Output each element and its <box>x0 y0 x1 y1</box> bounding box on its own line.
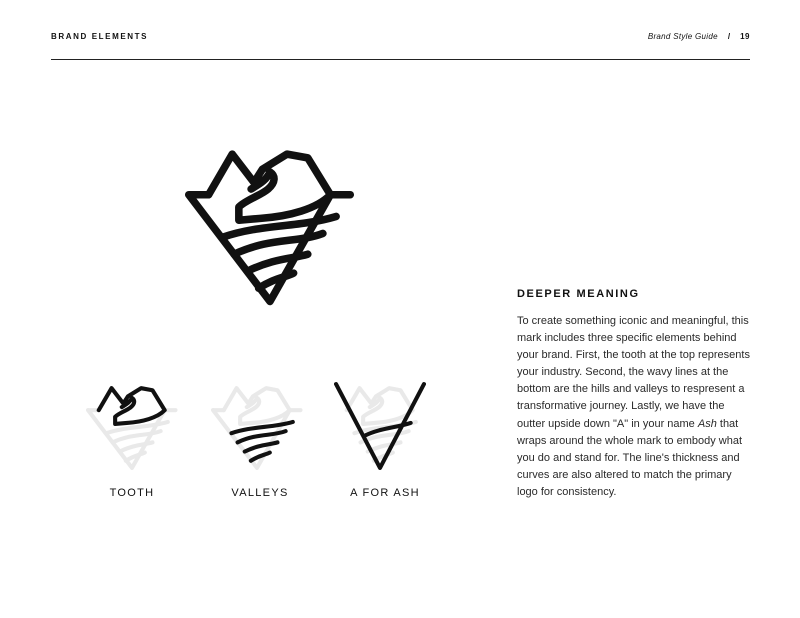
body-text-part-2: that wraps around the whole mark to embody what you do and stand for. The line's thickness and curves are also altered to match the primary logo for consistency. <box>517 417 743 498</box>
guide-title: Brand Style Guide <box>647 32 718 41</box>
primary-logo-mark <box>185 140 355 308</box>
section-label: BRAND ELEMENTS <box>51 32 149 41</box>
highlighted-valleys-shape <box>231 422 292 461</box>
deeper-meaning-body <box>517 313 752 501</box>
highlighted-tooth-shape <box>99 388 165 424</box>
tooth-caption: TOOTH <box>109 487 155 499</box>
a-for-ash-element-mark <box>334 380 426 472</box>
header-divider <box>51 59 750 60</box>
deeper-meaning-heading: DEEPER MEANING <box>517 288 640 300</box>
logo-valleys-shape <box>223 216 336 288</box>
header-meta <box>648 32 750 41</box>
body-text-italic-name: Ash <box>697 417 717 430</box>
valleys-caption: VALLEYS <box>231 487 289 499</box>
page-number: 19 <box>740 32 750 41</box>
tooth-element-mark <box>86 380 178 472</box>
body-text-part-1: To create something iconic and meaningful, this mark includes three specific elements behind your brand. First, the tooth at the top represents your industry. Second, the wavy lines at the bottom are the hills and valleys to respresent a transformative journey. Lastly, we have the outter upside down "A" in your name <box>517 315 750 430</box>
logo-tooth-shape <box>209 154 331 220</box>
valleys-element-mark <box>211 380 303 472</box>
a-for-ash-caption: A FOR ASH <box>350 487 420 499</box>
header-separator: / <box>727 32 731 41</box>
